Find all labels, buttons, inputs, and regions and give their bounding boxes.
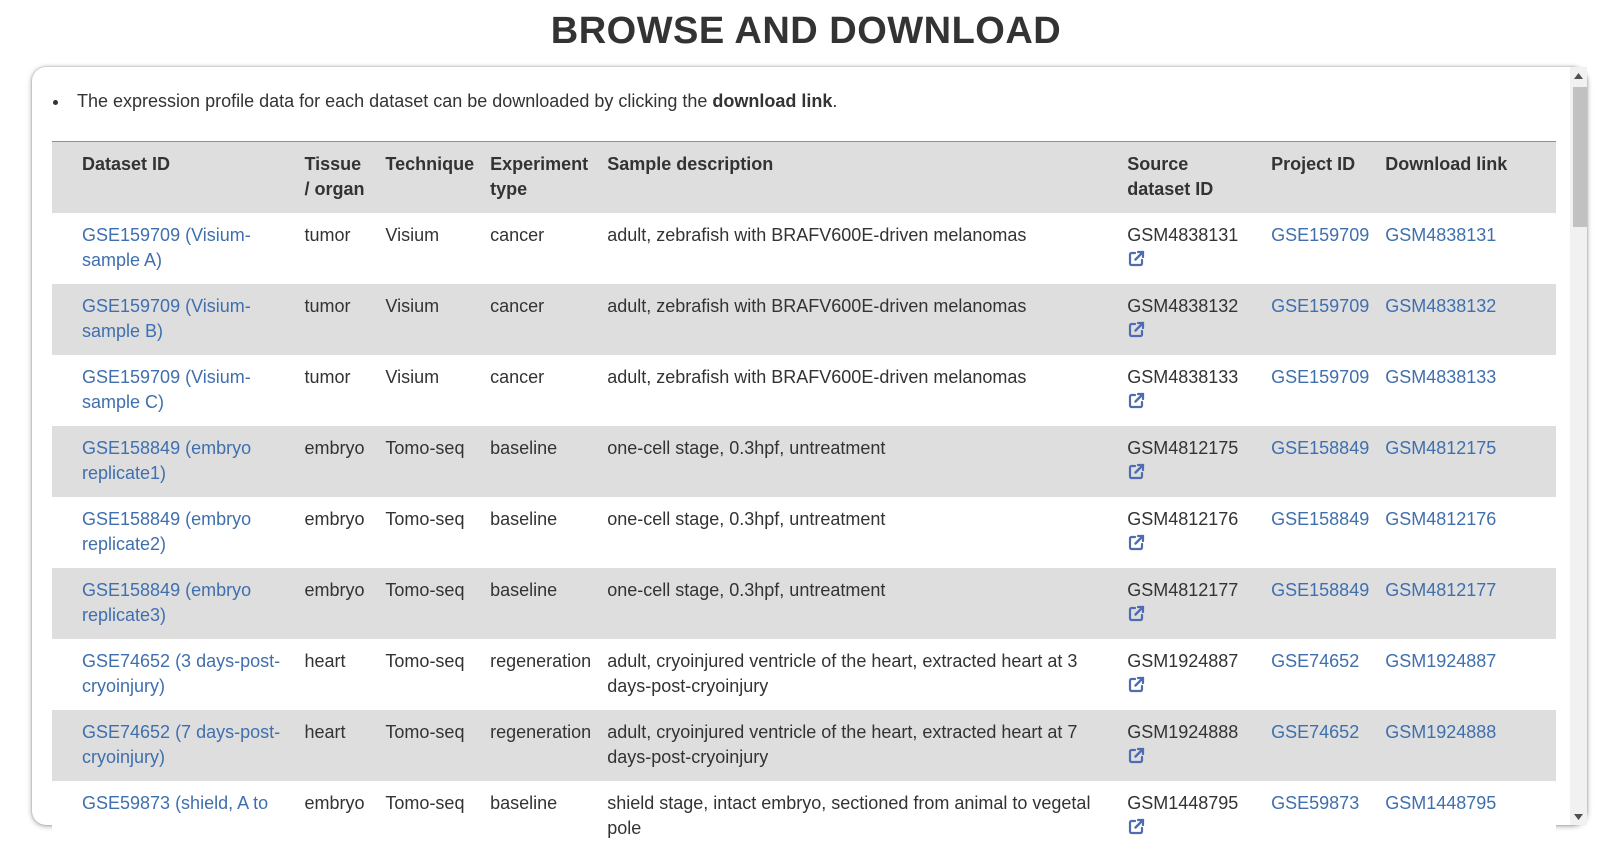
table-row [52,568,1556,639]
intro-list [53,91,837,112]
cell-sample-description: adult, cryoinjured ventricle of the heart, extracted heart at 7 days-post-cryoinjury [599,710,1119,781]
cell-tissue: tumor [296,284,377,355]
cell-download-link [1377,639,1556,710]
cell-project-id [1263,497,1377,568]
datasets-panel [32,67,1587,838]
download-link[interactable]: GSM4838133 [1385,367,1497,387]
dataset-link[interactable]: GSE158849 (embryo replicate2) [82,509,252,554]
cell-technique: Visium [377,213,482,284]
table-row [52,213,1556,284]
cell-sample-description: adult, cryoinjured ventricle of the heart, extracted heart at 3 days-post-cryoinjury [599,639,1119,710]
cell-project-id [1263,639,1377,710]
intro-text-end: . [832,91,838,111]
cell-download-link [1377,355,1556,426]
cell-experiment-type: cancer [482,213,599,284]
cell-sample-description: one-cell stage, 0.3hpf, untreatment [599,497,1119,568]
header-dataset-id: Dataset ID [52,142,296,214]
cell-project-id [1263,213,1377,284]
cell-dataset-id [52,284,296,355]
cell-source-dataset-id [1119,426,1263,497]
cell-download-link [1377,426,1556,497]
cell-experiment-type: cancer [482,355,599,426]
table-body [52,213,1556,852]
cell-sample-description: adult, zebrafish with BRAFV600E-driven melanomas [599,213,1119,284]
external-link-icon[interactable] [1127,534,1145,552]
table-row [52,710,1556,781]
cell-tissue: embryo [296,781,377,852]
cell-experiment-type: regeneration [482,710,599,781]
cell-project-id [1263,284,1377,355]
cell-download-link [1377,284,1556,355]
page-title: BROWSE AND DOWNLOAD [550,10,1062,52]
external-link-icon[interactable] [1127,321,1145,339]
cell-project-id [1263,426,1377,497]
project-link[interactable]: GSE158849 [1271,580,1370,600]
dataset-link[interactable]: GSE74652 (7 days-post-cryoinjury) [82,722,281,767]
project-link[interactable]: GSE74652 [1271,722,1360,742]
table-row [52,284,1556,355]
cell-source-dataset-id [1119,355,1263,426]
bullet-icon [53,100,58,105]
dataset-link[interactable]: GSE59873 (shield, A to [82,793,269,813]
project-link[interactable]: GSE159709 [1271,296,1370,316]
cell-download-link [1377,568,1556,639]
table-row [52,355,1556,426]
cell-source-dataset-id [1119,781,1263,852]
cell-download-link [1377,497,1556,568]
scroll-up-icon[interactable] [1570,67,1587,84]
table-header-row [52,142,1556,214]
scroll-down-icon[interactable] [1570,808,1587,825]
project-link[interactable]: GSE158849 [1271,438,1370,458]
cell-technique: Visium [377,284,482,355]
cell-tissue: tumor [296,355,377,426]
external-link-icon[interactable] [1127,392,1145,410]
header-sample-description: Sample description [599,142,1119,214]
source-dataset-id: GSM4838133 [1127,367,1239,387]
cell-technique: Tomo-seq [377,710,482,781]
cell-source-dataset-id [1119,639,1263,710]
cell-sample-description: adult, zebrafish with BRAFV600E-driven melanomas [599,284,1119,355]
download-link[interactable]: GSM4838132 [1385,296,1497,316]
cell-technique: Visium [377,355,482,426]
table-row [52,639,1556,710]
project-link[interactable]: GSE159709 [1271,367,1370,387]
project-link[interactable]: GSE59873 [1271,793,1360,813]
cell-dataset-id [52,497,296,568]
header-experiment-type: Experiment type [482,142,599,214]
cell-technique: Tomo-seq [377,781,482,852]
cell-source-dataset-id [1119,568,1263,639]
source-dataset-id: GSM4838132 [1127,296,1239,316]
table-row [52,426,1556,497]
header-source-dataset-id: Source dataset ID [1119,142,1263,214]
cell-project-id [1263,781,1377,852]
cell-technique: Tomo-seq [377,639,482,710]
cell-sample-description: shield stage, intact embryo, sectioned from animal to vegetal pole [599,781,1119,852]
cell-source-dataset-id [1119,497,1263,568]
cell-technique: Tomo-seq [377,568,482,639]
table-row [52,497,1556,568]
source-dataset-id: GSM1924888 [1127,722,1239,742]
download-link[interactable]: GSM1924887 [1385,651,1497,671]
cell-dataset-id [52,568,296,639]
cell-tissue: tumor [296,213,377,284]
intro-bold-text: download link [712,91,833,111]
download-link[interactable]: GSM1924888 [1385,722,1497,742]
project-link[interactable]: GSE159709 [1271,225,1370,245]
header-technique: Technique [377,142,482,214]
header-tissue: Tissue / organ [296,142,377,214]
cell-experiment-type: regeneration [482,639,599,710]
dataset-link[interactable]: GSE159709 (Visium-sample A) [82,225,251,270]
cell-experiment-type: baseline [482,781,599,852]
download-link[interactable]: GSM4812175 [1385,438,1497,458]
header-project-id: Project ID [1263,142,1377,214]
cell-dataset-id [52,781,296,852]
cell-source-dataset-id [1119,213,1263,284]
cell-experiment-type: cancer [482,284,599,355]
cell-experiment-type: baseline [482,568,599,639]
cell-source-dataset-id [1119,284,1263,355]
download-link[interactable]: GSM4812176 [1385,509,1497,529]
cell-experiment-type: baseline [482,426,599,497]
cell-project-id [1263,710,1377,781]
cell-sample-description: one-cell stage, 0.3hpf, untreatment [599,568,1119,639]
source-dataset-id: GSM1448795 [1127,793,1239,813]
cell-dataset-id [52,639,296,710]
dataset-link[interactable]: GSE158849 (embryo replicate3) [82,580,252,625]
dataset-link[interactable]: GSE158849 (embryo replicate1) [82,438,252,483]
external-link-icon[interactable] [1127,605,1145,623]
external-link-icon[interactable] [1127,818,1145,836]
cell-tissue: heart [296,639,377,710]
intro-item [53,91,837,112]
project-link[interactable]: GSE158849 [1271,509,1370,529]
dataset-link[interactable]: GSE159709 (Visium-sample C) [82,367,251,412]
cell-project-id [1263,568,1377,639]
cell-download-link [1377,213,1556,284]
vertical-scrollbar[interactable] [1570,67,1587,825]
cell-technique: Tomo-seq [377,426,482,497]
cell-technique: Tomo-seq [377,497,482,568]
external-link-icon[interactable] [1127,250,1145,268]
source-dataset-id: GSM4812175 [1127,438,1239,458]
source-dataset-id: GSM4838131 [1127,225,1239,245]
cell-tissue: heart [296,710,377,781]
cell-dataset-id [52,355,296,426]
project-link[interactable]: GSE74652 [1271,651,1360,671]
intro-text: The expression profile data for each dataset can be downloaded by clicking the [77,91,713,111]
download-link[interactable]: GSM4838131 [1385,225,1497,245]
external-link-icon[interactable] [1127,676,1145,694]
cell-download-link [1377,781,1556,852]
cell-dataset-id [52,426,296,497]
cell-download-link [1377,710,1556,781]
download-link[interactable]: GSM4812177 [1385,580,1497,600]
source-dataset-id: GSM4812177 [1127,580,1239,600]
cell-source-dataset-id [1119,710,1263,781]
cell-dataset-id [52,710,296,781]
cell-project-id [1263,355,1377,426]
download-link[interactable]: GSM1448795 [1385,793,1497,813]
external-link-icon[interactable] [1127,463,1145,481]
external-link-icon[interactable] [1127,747,1145,765]
cell-tissue: embryo [296,497,377,568]
cell-sample-description: adult, zebrafish with BRAFV600E-driven melanomas [599,355,1119,426]
cell-sample-description: one-cell stage, 0.3hpf, untreatment [599,426,1119,497]
source-dataset-id: GSM4812176 [1127,509,1239,529]
cell-dataset-id [52,213,296,284]
dataset-link[interactable]: GSE74652 (3 days-post-cryoinjury) [82,651,281,696]
header-download-link: Download link [1377,142,1556,214]
dataset-link[interactable]: GSE159709 (Visium-sample B) [82,296,251,341]
scrollbar-thumb[interactable] [1573,87,1587,227]
datasets-table [52,141,1556,852]
panel-content [32,67,1572,838]
table-row [52,781,1556,852]
cell-experiment-type: baseline [482,497,599,568]
cell-tissue: embryo [296,568,377,639]
cell-tissue: embryo [296,426,377,497]
source-dataset-id: GSM1924887 [1127,651,1239,671]
